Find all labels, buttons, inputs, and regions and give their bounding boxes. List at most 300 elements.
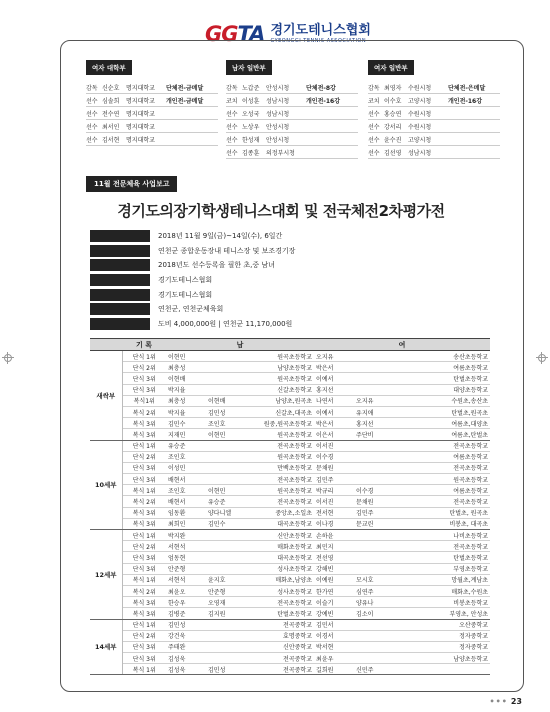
cell-male-player-1: 김병준 <box>166 608 206 619</box>
cell-female-school: 전곡초등학교 <box>394 496 490 507</box>
cell-male-player-1: 김민수 <box>166 418 206 429</box>
cell-female-player-2 <box>354 351 394 362</box>
cell-female-player-2 <box>354 462 394 473</box>
registration-mark-left <box>2 352 14 364</box>
cell-female-school: 정자중학교 <box>394 641 490 652</box>
winners-role: 코치 <box>368 97 380 105</box>
cell-male-player-1: 김성욱 <box>166 664 206 675</box>
winners-team: 고양시청 <box>408 136 432 144</box>
table-row <box>90 530 490 541</box>
cell-male-school: 전곡중학교 <box>246 619 314 630</box>
cell-male-school: 탄벌초등학교 <box>246 608 314 619</box>
cell-male-player-1: 박지완 <box>166 530 206 541</box>
winners-role: 선수 <box>86 136 98 144</box>
winners-role: 선수 <box>368 136 380 144</box>
winners-name: 심솔희 <box>102 97 120 105</box>
info-row <box>90 229 295 244</box>
cell-female-school: 전곡초등학교 <box>394 462 490 473</box>
cell-male-player-2 <box>206 451 246 462</box>
winners-name: 김서현 <box>102 136 120 144</box>
cell-female-player-1: 박서현 <box>314 641 354 652</box>
winners-name: 신순호 <box>102 84 120 92</box>
cell-female-player-1: 오지유 <box>314 351 354 362</box>
cell-female-school: 탄벌초등학교 <box>394 373 490 384</box>
cell-male-player-2 <box>206 619 246 630</box>
cell-male-player-2 <box>206 351 246 362</box>
cell-male-school: 효명중학교 <box>246 630 314 641</box>
info-label-block <box>90 303 150 315</box>
info-value: 연천군, 연천군체육회 <box>158 305 224 314</box>
winners-row <box>86 107 218 120</box>
cell-male-player-2 <box>206 552 246 563</box>
cell-male-player-2 <box>206 440 246 451</box>
division-label: 14세부 <box>90 619 122 675</box>
cell-record: 복식 3위 <box>122 608 166 619</box>
cell-female-player-1: 이예서 <box>314 373 354 384</box>
event-title: 경기도의장기학생테니스대회 및 전국체전2차평가전 <box>117 202 445 220</box>
table-row <box>90 641 490 652</box>
cell-male-school: 전곡초등학교 <box>246 496 314 507</box>
table-row <box>90 664 490 675</box>
cell-male-school: 매화초,남양초 <box>246 574 314 585</box>
cell-male-school: 남양초등학교 <box>246 362 314 373</box>
winners-team: 명지대학교 <box>126 123 155 131</box>
winners-role: 선수 <box>226 136 238 144</box>
cell-male-school: 원곡초등학교 <box>246 451 314 462</box>
cell-record: 복식 3위 <box>122 418 166 429</box>
table-row <box>90 518 490 529</box>
cell-male-player-2 <box>206 530 246 541</box>
cell-female-player-1: 이은서 <box>314 429 354 440</box>
cell-male-player-1: 배현서 <box>166 496 206 507</box>
winners-column <box>86 55 218 146</box>
winners-header: 남자 일반부 <box>226 60 272 75</box>
cell-male-school: 전곡초등학교 <box>246 597 314 608</box>
winners-name: 최영자 <box>384 84 402 92</box>
cell-record: 단식 2위 <box>122 541 166 552</box>
table-row <box>90 574 490 585</box>
table-row <box>90 552 490 563</box>
cell-female-player-2: 홍지선 <box>354 418 394 429</box>
winners-team: 명지대학교 <box>126 110 155 118</box>
cell-male-player-1: 서현석 <box>166 541 206 552</box>
winners-role: 선수 <box>86 123 98 131</box>
winners-role: 선수 <box>368 110 380 118</box>
cell-record: 단식 2위 <box>122 362 166 373</box>
winners-row <box>86 120 218 133</box>
table-row <box>90 563 490 574</box>
table-row <box>90 608 490 619</box>
info-value: 연천군 종합운동장내 테니스장 및 보조경기장 <box>158 246 296 255</box>
table-row <box>90 653 490 664</box>
cell-male-player-1: 안준형 <box>166 563 206 574</box>
cell-female-player-1: 최민지 <box>314 541 354 552</box>
winners-row <box>226 94 358 107</box>
logo-name-en: GYEONGGI TENNIS ASSOCIATION <box>270 38 367 44</box>
cell-record: 단식 2위 <box>122 451 166 462</box>
winners-team: 명지대학교 <box>126 84 155 92</box>
cell-male-school: 대곡초등학교 <box>246 518 314 529</box>
info-value: 2018년도 선수등록을 필한 초,중 남녀 <box>158 261 275 270</box>
winners-row <box>368 94 500 107</box>
cell-record: 복식 2위 <box>122 496 166 507</box>
info-row <box>90 258 295 273</box>
division-label: 새싹부 <box>90 351 122 441</box>
winners-role: 감독 <box>226 84 238 92</box>
cell-female-player-1: 강해빈 <box>314 563 354 574</box>
cell-record: 복식 1위 <box>122 485 166 496</box>
cell-record: 단식 1위 <box>122 440 166 451</box>
winners-result: 개인전-16강 <box>306 97 341 105</box>
cell-male-player-2: 김지원 <box>206 608 246 619</box>
winners-row <box>86 81 218 94</box>
event-info <box>90 229 295 331</box>
logo-mark: GGTA <box>205 22 265 46</box>
winners-role: 선수 <box>226 110 238 118</box>
header-record: 기 록 <box>122 339 166 351</box>
cell-male-player-2: 양다니엘 <box>206 507 246 518</box>
winners-column <box>368 55 500 159</box>
cell-record: 단식 3위 <box>122 552 166 563</box>
cell-record: 단식 3위 <box>122 384 166 395</box>
winners-result: 개인전-금메달 <box>166 97 204 105</box>
cell-record: 단식 3위 <box>122 653 166 664</box>
winners-header: 여자 대학부 <box>86 60 132 75</box>
winners-team: 수원시청 <box>408 110 432 118</box>
winners-result: 단체전-8강 <box>306 84 336 92</box>
winners-team: 의정부시청 <box>266 149 295 157</box>
cell-male-school: 원중,원곡초등학교 <box>246 418 314 429</box>
cell-female-player-1: 이서진 <box>314 440 354 451</box>
cell-female-player-1: 손하윤 <box>314 530 354 541</box>
cell-male-player-2: 유승준 <box>206 496 246 507</box>
cell-male-school: 신갈초,대곡초 <box>246 406 314 417</box>
cell-male-player-1: 김민성 <box>166 619 206 630</box>
info-label-block <box>90 259 150 271</box>
winners-row <box>368 81 500 94</box>
info-value: 도비 4,000,000원 | 연천군 11,170,000원 <box>158 319 293 328</box>
cell-male-player-1: 강건욱 <box>166 630 206 641</box>
cell-record: 단식 3위 <box>122 373 166 384</box>
table-row <box>90 440 490 451</box>
cell-female-player-2: 주단비 <box>354 429 394 440</box>
cell-male-player-2 <box>206 630 246 641</box>
winners-name: 홍승연 <box>384 110 402 118</box>
winners-row <box>226 107 358 120</box>
cell-female-player-1: 박은서 <box>314 362 354 373</box>
cell-male-school: 원곡초등학교 <box>246 351 314 362</box>
table-row <box>90 451 490 462</box>
table-row <box>90 351 490 362</box>
info-label-block <box>90 230 150 242</box>
cell-female-player-1: 문채원 <box>314 462 354 473</box>
table-row <box>90 462 490 473</box>
cell-record: 단식 2위 <box>122 630 166 641</box>
cell-male-player-1: 조인호 <box>166 451 206 462</box>
info-value: 2018년 11월 9일(금)~14일(수), 6일간 <box>158 232 283 241</box>
cell-female-player-2: 신민주 <box>354 664 394 675</box>
cell-male-school: 전곡중학교 <box>246 664 314 675</box>
cell-female-player-2 <box>354 362 394 373</box>
winners-name: 김종훈 <box>242 149 260 157</box>
info-value: 경기도테니스협회 <box>158 290 213 299</box>
cell-male-player-1: 이현배 <box>166 373 206 384</box>
cell-female-school: 여름초,탄벌초 <box>394 429 490 440</box>
cell-male-school: 성사초등학교 <box>246 563 314 574</box>
winners-name: 노상우 <box>242 123 260 131</box>
cell-male-player-2: 이현배 <box>206 395 246 406</box>
winners-row <box>368 120 500 133</box>
info-label-block <box>90 245 150 257</box>
cell-female-school: 여름초등학교 <box>394 485 490 496</box>
winners-row <box>86 94 218 107</box>
cell-female-player-2 <box>354 384 394 395</box>
winners-role: 선수 <box>368 149 380 157</box>
cell-record: 복식 2위 <box>122 406 166 417</box>
cell-female-player-1: 최윤우 <box>314 653 354 664</box>
winners-team: 성남시청 <box>408 149 432 157</box>
cell-male-school: 신안초등학교 <box>246 530 314 541</box>
cell-male-player-2: 이현민 <box>206 429 246 440</box>
winners-row <box>226 120 358 133</box>
table-row <box>90 496 490 507</box>
winners-result: 단체전-금메달 <box>166 84 204 92</box>
cell-female-player-1: 이경서 <box>314 630 354 641</box>
cell-male-player-1: 최충성 <box>166 395 206 406</box>
cell-female-school: 부영초, 안성초 <box>394 608 490 619</box>
cell-male-player-1: 지재민 <box>166 429 206 440</box>
cell-female-player-1: 전선영 <box>314 552 354 563</box>
cell-female-player-1: 전서현 <box>314 507 354 518</box>
cell-female-player-1: 한가연 <box>314 585 354 596</box>
table-row <box>90 406 490 417</box>
winners-name: 전수연 <box>102 110 120 118</box>
info-value: 경기도테니스협회 <box>158 276 213 285</box>
cell-female-player-2: 모시호 <box>354 574 394 585</box>
winners-row <box>86 133 218 146</box>
winners-team: 안성시청 <box>266 123 290 131</box>
cell-female-player-1: 길희원 <box>314 664 354 675</box>
cell-record: 단식 1위 <box>122 619 166 630</box>
winners-team: 성남시청 <box>266 97 290 105</box>
cell-female-school: 수원초,송산초 <box>394 395 490 406</box>
cell-male-school: 원곡초등학교 <box>246 485 314 496</box>
table-row <box>90 373 490 384</box>
cell-male-player-2 <box>206 362 246 373</box>
winners-row <box>226 81 358 94</box>
cell-female-school: 오산중학교 <box>394 619 490 630</box>
cell-female-school: 전곡초등학교 <box>394 440 490 451</box>
winners-row <box>368 107 500 120</box>
cell-male-player-2: 김민수 <box>206 518 246 529</box>
cell-male-player-2 <box>206 641 246 652</box>
cell-female-player-2 <box>354 563 394 574</box>
winners-name: 오성국 <box>242 110 260 118</box>
cell-record: 단식 3위 <box>122 462 166 473</box>
cell-female-player-2: 문채원 <box>354 496 394 507</box>
cell-male-school: 전곡중학교 <box>246 653 314 664</box>
winners-team: 수원시청 <box>408 123 432 131</box>
report-label: 11월 전문체육 사업보고 <box>86 176 177 192</box>
division-label: 10세부 <box>90 440 122 530</box>
cell-male-player-1: 최충성 <box>166 362 206 373</box>
info-label-block <box>90 289 150 301</box>
cell-female-player-2: 유지애 <box>354 406 394 417</box>
cell-female-player-1: 나연서 <box>314 395 354 406</box>
winners-role: 선수 <box>226 149 238 157</box>
cell-male-player-2: 윤지호 <box>206 574 246 585</box>
cell-male-player-1: 임동환 <box>166 507 206 518</box>
cell-male-player-2 <box>206 462 246 473</box>
winners-team: 명지대학교 <box>126 136 155 144</box>
cell-male-player-2 <box>206 563 246 574</box>
cell-female-school: 탄벌초, 원곡초 <box>394 507 490 518</box>
info-row <box>90 302 295 317</box>
winners-row <box>368 146 500 159</box>
winners-team: 안성시청 <box>266 136 290 144</box>
winners-row <box>226 133 358 146</box>
winners-role: 선수 <box>368 123 380 131</box>
winners-name: 한성재 <box>242 136 260 144</box>
cell-female-player-2: 오지유 <box>354 395 394 406</box>
cell-female-player-1: 홍지선 <box>314 384 354 395</box>
header-male: 남 <box>166 339 314 351</box>
table-row <box>90 507 490 518</box>
cell-female-school: 전곡초등학교 <box>394 541 490 552</box>
cell-male-player-2 <box>206 373 246 384</box>
winners-name: 노갑준 <box>242 84 260 92</box>
cell-record: 단식 3위 <box>122 641 166 652</box>
cell-male-school: 신갈초등학교 <box>246 384 314 395</box>
cell-male-school: 전곡초등학교 <box>246 440 314 451</box>
cell-male-player-1: 엄동현 <box>166 552 206 563</box>
table-row <box>90 362 490 373</box>
winners-name: 이성훈 <box>242 97 260 105</box>
cell-record: 단식 3위 <box>122 563 166 574</box>
winners-team: 성남시청 <box>266 110 290 118</box>
cell-record: 복식 2위 <box>122 585 166 596</box>
table-row <box>90 619 490 630</box>
cell-female-player-1: 이예서 <box>314 406 354 417</box>
info-label-block <box>90 318 150 330</box>
cell-female-player-1: 박은서 <box>314 418 354 429</box>
info-row <box>90 273 295 288</box>
cell-male-player-2: 이현민 <box>206 485 246 496</box>
cell-female-school: 대양초등학교 <box>394 384 490 395</box>
cell-male-player-1: 이성민 <box>166 462 206 473</box>
cell-male-player-2: 김민성 <box>206 406 246 417</box>
cell-male-player-2: 오영재 <box>206 597 246 608</box>
winners-column <box>226 55 358 159</box>
table-row <box>90 597 490 608</box>
cell-male-player-1: 박지율 <box>166 406 206 417</box>
cell-female-school: 원곡초등학교 <box>394 474 490 485</box>
cell-female-player-2: 김소이 <box>354 608 394 619</box>
cell-female-player-2 <box>354 474 394 485</box>
cell-female-school: 탄벌초,원곡초 <box>394 406 490 417</box>
cell-female-school: 송산초등학교 <box>394 351 490 362</box>
table-row <box>90 474 490 485</box>
winners-result: 개인전-16강 <box>448 97 483 105</box>
winners-team: 수원시청 <box>408 84 432 92</box>
cell-record: 복식 1위 <box>122 664 166 675</box>
cell-female-school: 탄벌초등학교 <box>394 552 490 563</box>
cell-male-player-1: 박지율 <box>166 384 206 395</box>
cell-female-player-2 <box>354 440 394 451</box>
cell-male-player-1: 서현석 <box>166 574 206 585</box>
winners-row <box>226 146 358 159</box>
table-row <box>90 418 490 429</box>
cell-male-player-2 <box>206 541 246 552</box>
winners-role: 감독 <box>368 84 380 92</box>
info-label-block <box>90 274 150 286</box>
winners-row <box>368 133 500 146</box>
cell-male-school: 대곡초등학교 <box>246 552 314 563</box>
cell-female-school: 여름초등학교 <box>394 362 490 373</box>
header-female: 여 <box>314 339 490 351</box>
cell-female-player-1: 강예빈 <box>314 608 354 619</box>
winners-role: 선수 <box>226 123 238 131</box>
cell-male-player-1: 배현서 <box>166 474 206 485</box>
cell-male-player-1: 주태완 <box>166 641 206 652</box>
cell-male-school: 신안중학교 <box>246 641 314 652</box>
info-row <box>90 287 295 302</box>
info-row <box>90 244 295 259</box>
winners-team: 고양시청 <box>408 97 432 105</box>
cell-female-school: 비봉초, 대곡초 <box>394 518 490 529</box>
cell-female-school <box>394 664 490 675</box>
cell-record: 단식 1위 <box>122 530 166 541</box>
winners-role: 선수 <box>86 110 98 118</box>
cell-male-player-2 <box>206 653 246 664</box>
cell-female-player-2 <box>354 451 394 462</box>
logo-name: 경기도테니스협회 <box>270 23 371 38</box>
winners-role: 선수 <box>86 97 98 105</box>
cell-male-school: 성사초등학교 <box>246 585 314 596</box>
cell-female-player-1: 이슬기 <box>314 597 354 608</box>
cell-female-player-1: 김민서 <box>314 619 354 630</box>
table-row <box>90 395 490 406</box>
cell-female-player-1: 이예원 <box>314 574 354 585</box>
cell-male-player-2: 안준형 <box>206 585 246 596</box>
results-table <box>90 338 490 675</box>
cell-female-player-1: 박규리 <box>314 485 354 496</box>
cell-male-player-1: 한승우 <box>166 597 206 608</box>
cell-male-player-2 <box>206 474 246 485</box>
cell-record: 복식 3위 <box>122 429 166 440</box>
cell-record: 복식 3위 <box>122 507 166 518</box>
winners-name: 최서인 <box>102 123 120 131</box>
cell-record: 복식 3위 <box>122 597 166 608</box>
cell-female-school: 나비초등학교 <box>394 530 490 541</box>
cell-female-player-2 <box>354 373 394 384</box>
cell-female-player-2 <box>354 630 394 641</box>
cell-record: 복식 3위 <box>122 518 166 529</box>
cell-female-school: 남양초등학교 <box>394 653 490 664</box>
cell-male-school: 만백초등학교 <box>246 462 314 473</box>
cell-female-player-2 <box>354 653 394 664</box>
cell-female-player-2: 김민주 <box>354 507 394 518</box>
cell-male-player-2: 김민성 <box>206 664 246 675</box>
cell-male-player-2 <box>206 384 246 395</box>
cell-female-school: 매화초,수원초 <box>394 585 490 596</box>
cell-female-player-1: 김민주 <box>314 474 354 485</box>
cell-female-player-2: 양유나 <box>354 597 394 608</box>
table-row <box>90 485 490 496</box>
cell-female-player-2 <box>354 641 394 652</box>
table-row <box>90 541 490 552</box>
cell-male-player-1: 유승준 <box>166 440 206 451</box>
